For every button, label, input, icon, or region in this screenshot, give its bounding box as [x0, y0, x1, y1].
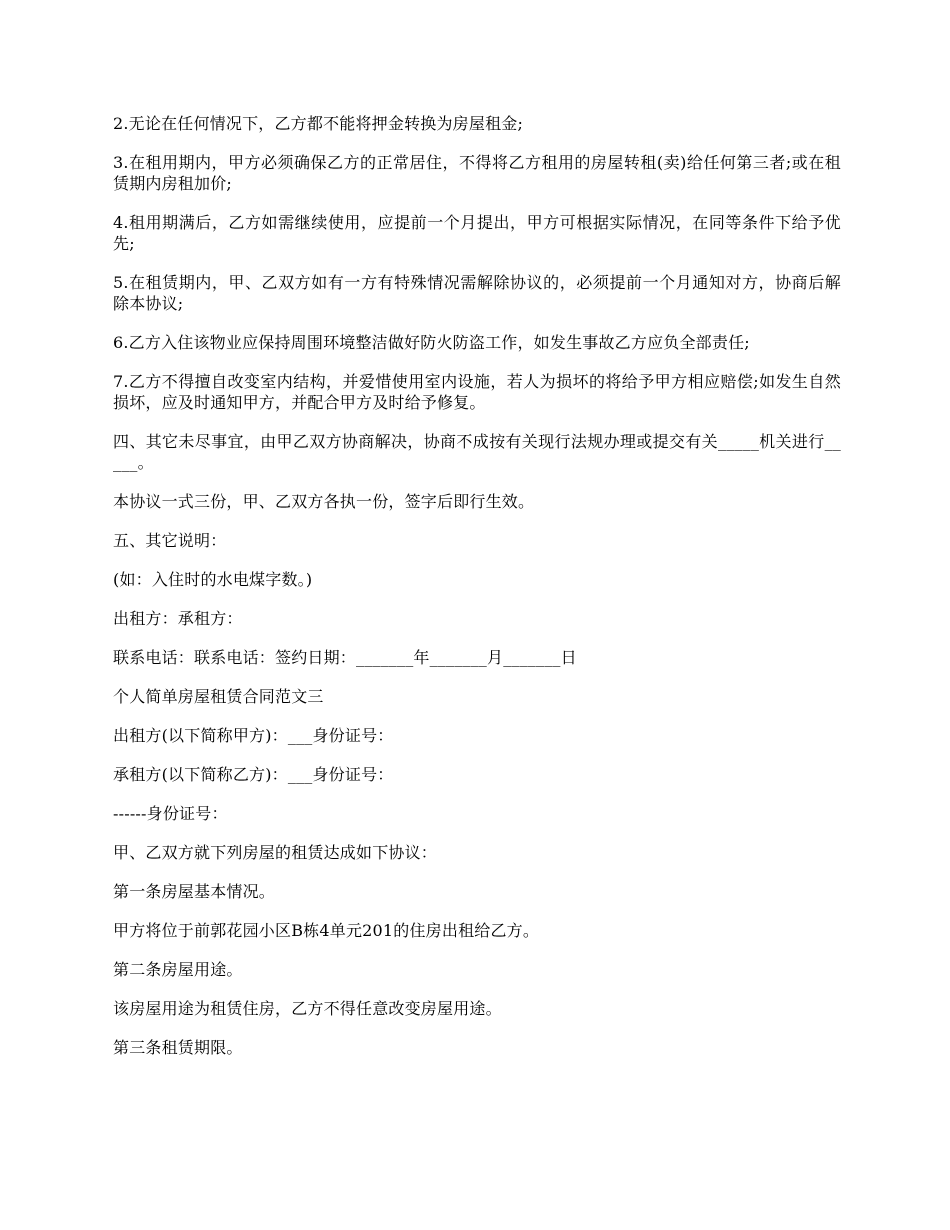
clause-7-damage: 7.乙方不得擅自改变室内结构，并爱惜使用室内设施，若人为损坏的将给予甲方相应赔偿;如发生自然损坏，应及时通知甲方，并配合甲方及时给予修复。 — [113, 372, 841, 412]
document-body — [113, 113, 841, 1076]
clause-4-renewal: 4.租用期满后，乙方如需继续使用，应提前一个月提出，甲方可根据实际情况，在同等条件下给予优先; — [113, 213, 841, 253]
section-5-heading: 五、其它说明： — [113, 531, 227, 550]
article-2-heading: 第二条房屋用途。 — [113, 960, 243, 979]
clause-6-safety: 6.乙方入住该物业应保持周围环境整洁做好防火防盗工作，如发生事故乙方应负全部责任; — [113, 333, 750, 352]
article-3-heading: 第三条租赁期限。 — [113, 1038, 243, 1057]
clause-3-no-sublet: 3.在租用期内，甲方必须确保乙方的正常居住，不得将乙方租用的房屋转租(卖)给任何第三者;或在租赁期内房租加价; — [113, 153, 841, 193]
clause-2-deposit: 2.无论在任何情况下，乙方都不能将押金转换为房屋租金; — [113, 114, 524, 133]
id-number-line: ------身份证号： — [113, 804, 228, 823]
article-1-heading: 第一条房屋基本情况。 — [113, 882, 276, 901]
section-4-other-matters: 四、其它未尽事宜，由甲乙双方协商解决，协商不成按有关现行法规办理或提交有关_____机关进行_____。 — [113, 432, 841, 472]
agreement-intro: 甲、乙双方就下列房屋的租赁达成如下协议： — [113, 843, 438, 862]
clause-5-termination: 5.在租赁期内，甲、乙双方如有一方有特殊情况需解除协议的，必须提前一个月通知对方，协商后解除本协议; — [113, 273, 841, 313]
article-1-body: 甲方将位于前郭花园小区B栋4单元201的住房出租给乙方。 — [113, 921, 540, 940]
section-5-note: (如：入住时的水电煤字数。) — [113, 570, 313, 589]
lessee-line: 承租方(以下简称乙方)：___身份证号： — [113, 765, 394, 784]
sample-three-title: 个人简单房屋租赁合同范文三 — [113, 687, 324, 706]
copies-statement: 本协议一式三份，甲、乙双方各执一份，签字后即行生效。 — [113, 492, 535, 511]
article-2-body: 该房屋用途为租赁住房，乙方不得任意改变房屋用途。 — [113, 999, 502, 1018]
contact-date-line: 联系电话：联系电话：签约日期：_______年_______月_______日 — [113, 648, 577, 667]
parties-signature-line: 出租方：承租方： — [113, 609, 243, 628]
lessor-line: 出租方(以下简称甲方)：___身份证号： — [113, 726, 394, 745]
